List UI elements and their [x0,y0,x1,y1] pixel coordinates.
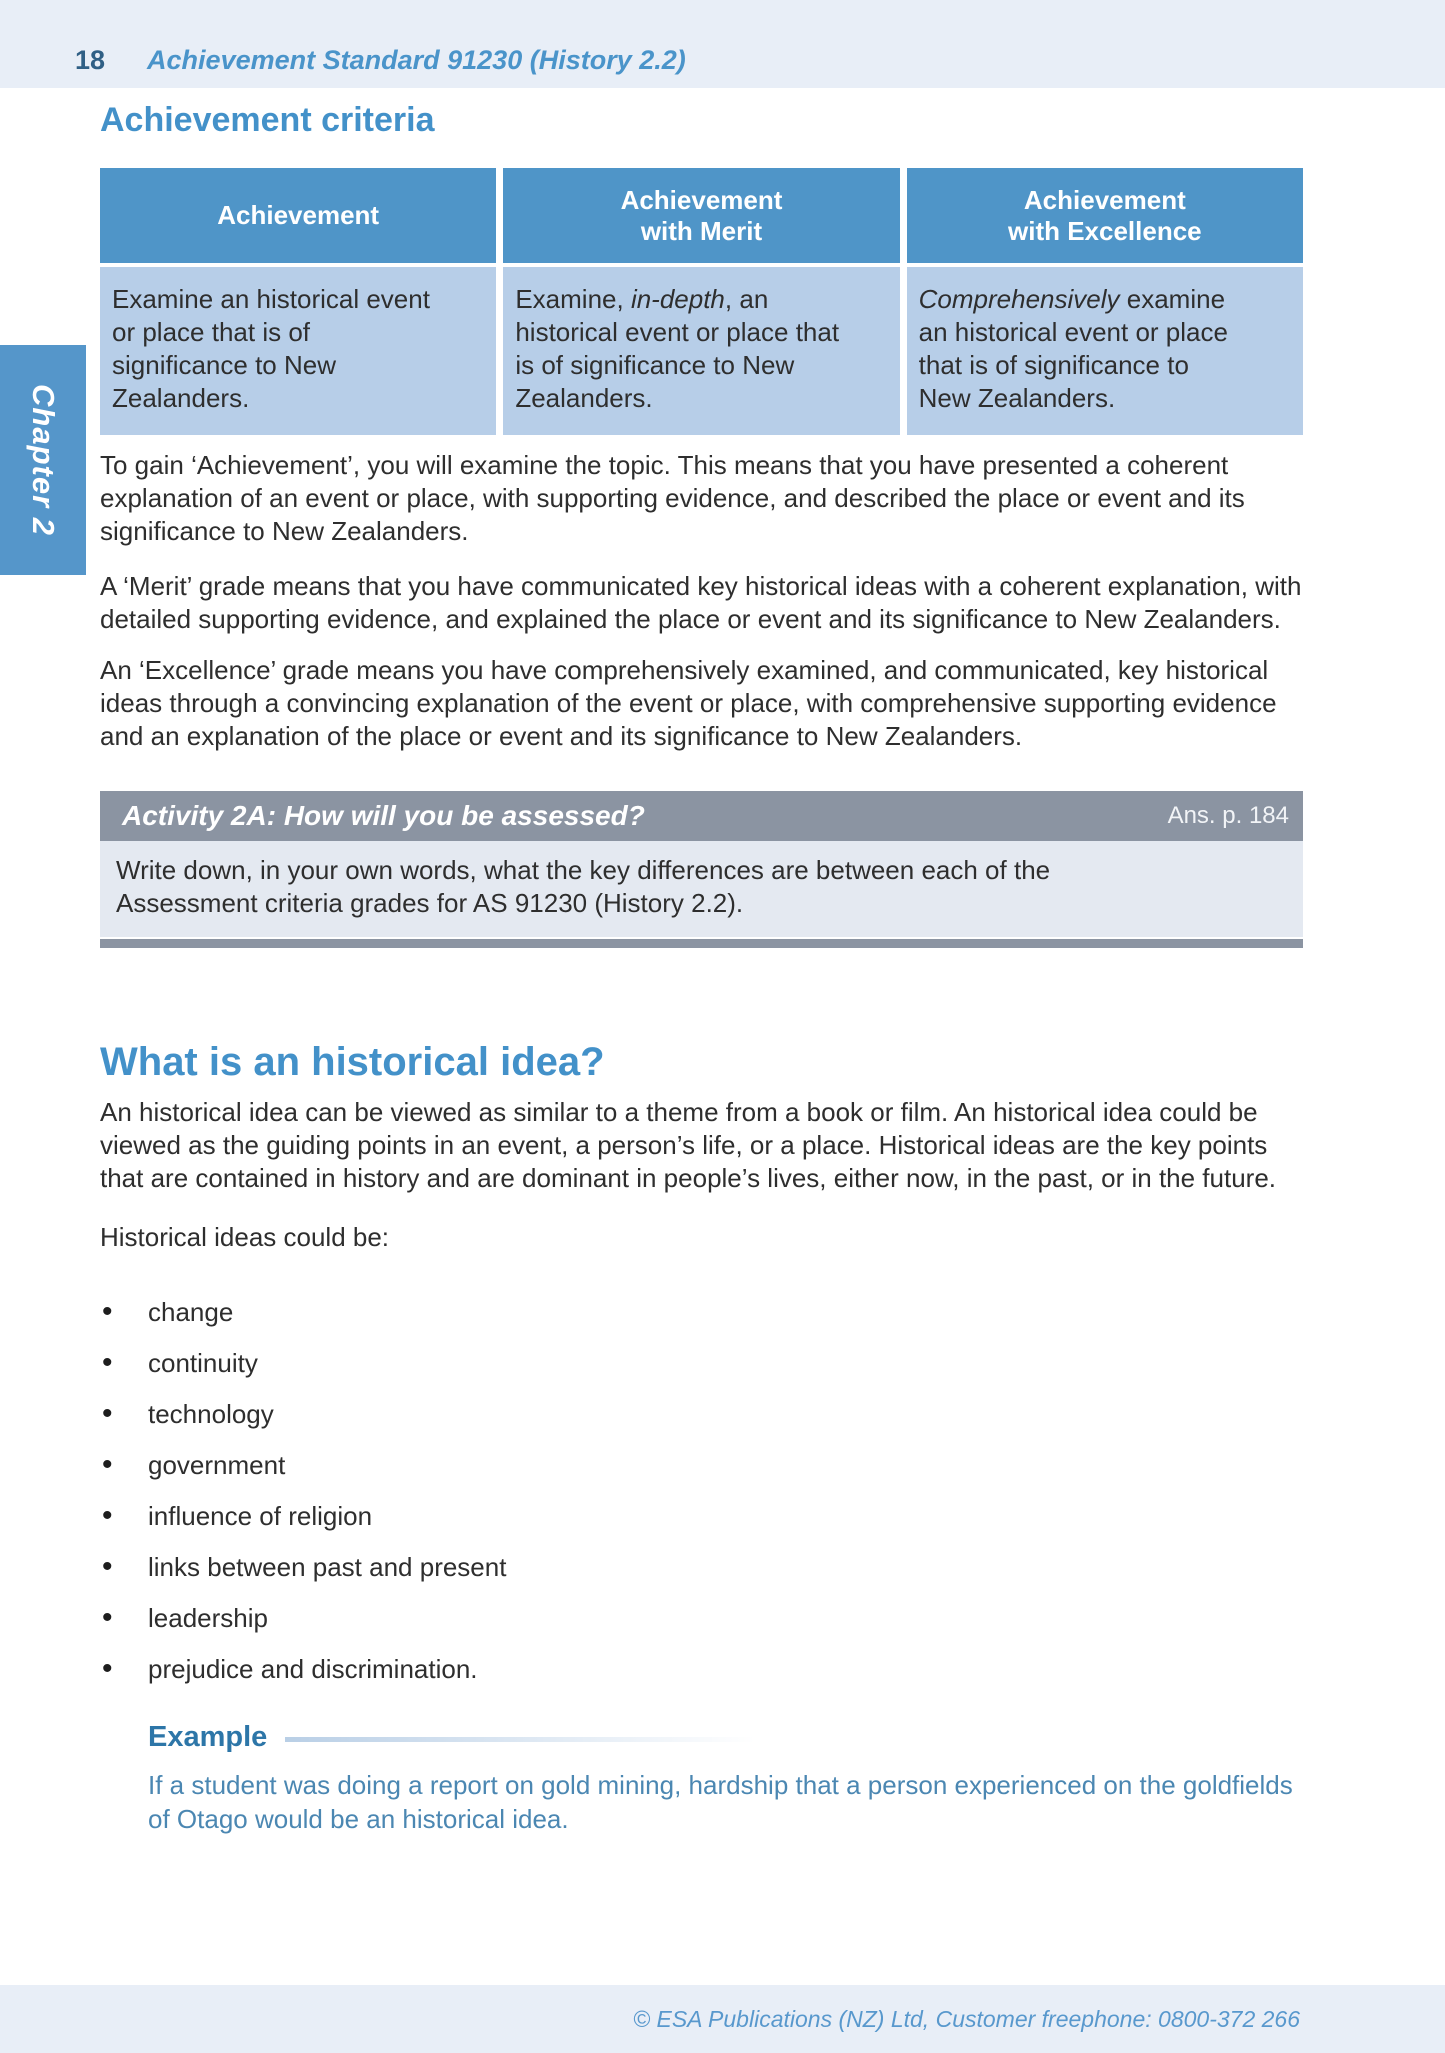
page-number: 18 [75,45,106,75]
table-header-line: with Excellence [1008,215,1202,246]
example-rule [285,1737,755,1742]
cell-text: , an historical event or place that is of significance to New Zealanders. [515,284,840,413]
activity-instructions: Write down, in your own words, what the key differences are between each of the Assessment criteria grades for AS 91230 (History 2.2). [116,855,1051,918]
table-header-line: with Merit [640,215,763,246]
activity-bottom-rule [100,939,1303,948]
header-title: Achievement Standard 91230 (History 2.2) [147,45,686,75]
activity-title: Activity 2A: How will you be assessed? [122,800,645,831]
chapter-tab-label: Chapter 2 [26,384,61,536]
cell-text: Examine an historical event or place that is of significance to New Zealanders. [112,284,430,413]
activity-body [100,841,1303,937]
example-block [148,1718,1303,1836]
cell-text: Examine, [515,284,631,314]
cell-text-italic: in-depth [630,284,725,314]
list-item: • technology [100,1398,1303,1431]
example-header [148,1718,1303,1756]
historical-idea-intro: An historical idea can be viewed as similar to a theme from a book or film. An historical idea could be viewed as the guiding points in an event, a person’s life, or a place. Historical ideas are the key points that are contained in history and are dominant in people’s lives, either now, in the past, or in the future. [100,1097,1277,1193]
table-cell-achievement [100,267,496,435]
table-header-line: Achievement [217,200,380,230]
criteria-table [100,168,1303,435]
cell-text-italic: Comprehensively [918,284,1120,314]
table-header-line: Achievement [620,184,783,215]
list-item: • prejudice and discrimination. [100,1653,1303,1686]
section-heading-achievement-criteria: Achievement criteria [100,101,435,139]
table-header-excellence [907,168,1303,263]
example-text: If a student was doing a report on gold mining, hardship that a person experienced on the goldfields of Otago would be an historical idea. [148,1770,1293,1834]
list-item: • influence of religion [100,1500,1303,1533]
page-content [100,88,1303,1836]
list-item: • change [100,1296,1303,1329]
table-header-merit [503,168,899,263]
bullet-list-intro: Historical ideas could be: [100,1222,390,1252]
list-item: • continuity [100,1347,1303,1380]
table-header-achievement [100,168,496,263]
paragraph-excellence: An ‘Excellence’ grade means you have comprehensively examined, and communicated, key historical ideas through a convincing explanation of the event or place, with comprehensive supporting evidence and an explanation of the place or event and its significance to New Zealanders. [100,655,1277,751]
activity-answer-reference: Ans. p. 184 [1167,802,1289,829]
table-cell-merit [503,267,899,435]
paragraph-achievement: To gain ‘Achievement’, you will examine the topic. This means that you have presented a coherent explanation of an event or place, with supporting evidence, and described the place or event and its significance to New Zealanders. [100,450,1245,546]
list-item: • links between past and present [100,1551,1303,1584]
historical-ideas-list [100,1296,1303,1686]
cell-text: examine an historical event or place that is of significance to New Zealanders. [918,284,1228,413]
table-cell-excellence [907,267,1303,435]
page-footer [0,1985,1445,2053]
activity-header [100,791,1303,841]
footer-text: © ESA Publications (NZ) Ltd, Customer freephone: 0800-372 266 [633,2005,1300,2032]
section-heading-historical-idea: What is an historical idea? [100,1040,605,1084]
paragraph-merit: A ‘Merit’ grade means that you have communicated key historical ideas with a coherent explanation, with detailed supporting evidence, and explained the place or event and its significance to New Zealanders. [100,571,1302,634]
list-item: • government [100,1449,1303,1482]
page-header [0,0,1445,88]
activity-box [100,791,1303,948]
chapter-tab [0,345,86,575]
table-header-line: Achievement [1023,184,1186,215]
list-item: • leadership [100,1602,1303,1635]
example-label: Example [148,1721,268,1753]
